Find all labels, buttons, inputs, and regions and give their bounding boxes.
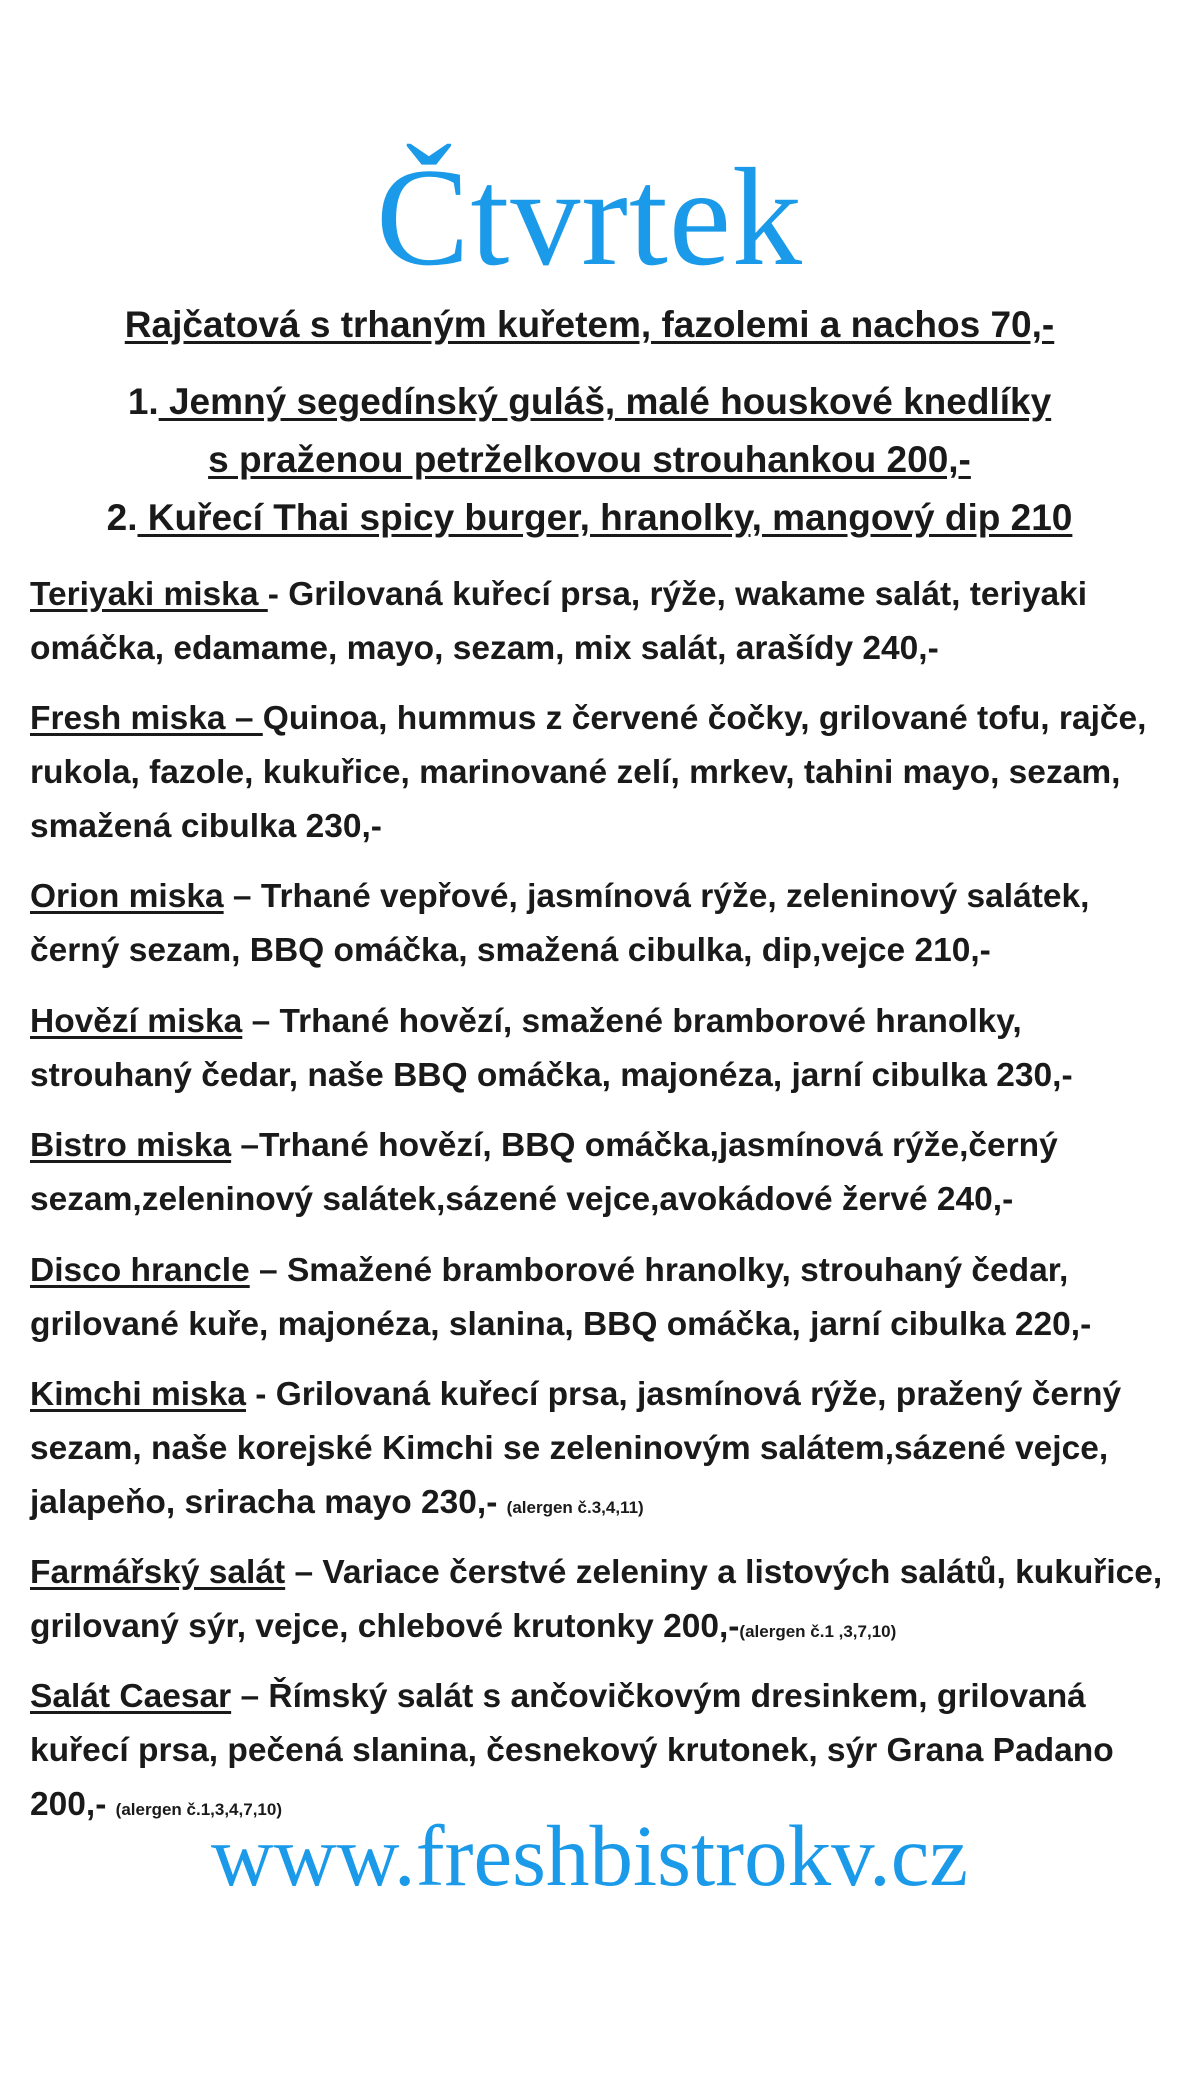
website-link[interactable]: www.freshbistrokv.cz [210, 1807, 968, 1904]
menu-item-orion-miska [30, 870, 1170, 978]
soup-text: Rajčatová s trhaným kuřetem, fazolemi a nachos 70,- [124, 304, 1055, 345]
menu-item-description: - Grilovaná kuřecí prsa, jasmínová rýže, pražený černý sezam, naše korejské Kimchi se zeleninovým salátem,sázené vejce, jalapeňo, sriracha mayo 230,- [30, 1376, 1122, 1521]
menu-item-description: Quinoa, hummus z červené čočky, grilované tofu, rajče, rukola, fazole, kukuřice, marinované zelí, mrkev, tahini mayo, sezam, smažená cibulka 230,- [30, 700, 1147, 845]
menu-item-name: Fresh miska – [30, 700, 263, 737]
menu-item-description: –Trhané hovězí, BBQ omáčka,jasmínová rýže,černý sezam,zeleninový salátek,sázené vejce,avokádové žervé 240,- [30, 1127, 1058, 1218]
menu-item-farmarsky-salat [30, 1546, 1170, 1659]
menu-item-name: Bistro miska [30, 1127, 232, 1164]
main-dish-2-line1: Kuřecí Thai spicy burger, hranolky, mangový dip 210 [137, 497, 1073, 538]
menu-item-kimchi-miska [30, 1368, 1170, 1535]
menu-item-description: – Trhané vepřové, jasmínová rýže, zeleninový salátek, černý sezam, BBQ omáčka, smažená cibulka, dip,vejce 210,- [30, 878, 1090, 969]
menu-item-name: Teriyaki miska [30, 576, 268, 613]
menu-item-name: Disco hrancle [30, 1252, 250, 1289]
menu-item-name: Kimchi miska [30, 1376, 246, 1413]
menu-item-allergen: (alergen č.3,4,11) [506, 1498, 644, 1517]
menu-item-hovezi-miska [30, 995, 1170, 1103]
menu-item-name: Salát Caesar [30, 1678, 232, 1715]
menu-item-name: Orion miska [30, 878, 224, 915]
menu-item-allergen: (alergen č.1,3,4,7,10) [115, 1800, 282, 1819]
main-dish-2-number: 2. [106, 497, 138, 538]
main-dish-1-continuation [0, 438, 1179, 482]
menu-item-fresh-miska [30, 692, 1170, 854]
menu-item-teriyaki-miska [30, 568, 1170, 676]
menu-item-description: – Smažené bramborové hranolky, strouhaný čedar, grilované kuře, majonéza, slanina, BBQ omáčka, jarní cibulka 220,- [30, 1252, 1092, 1343]
main-dish-1-line1: Jemný segedínský guláš, malé houskové knedlíky [158, 381, 1052, 422]
main-dish-1 [0, 380, 1179, 424]
main-dish-2 [0, 496, 1179, 540]
menu-item-description: – Trhané hovězí, smažené bramborové hranolky, strouhaný čedar, naše BBQ omáčka, majonéza, jarní cibulka 230,- [30, 1003, 1073, 1094]
soup-line [0, 303, 1179, 347]
day-title: Čtvrtek [376, 140, 803, 295]
menu-item-name: Farmářský salát [30, 1554, 286, 1591]
menu-item-description: – Variace čerstvé zeleniny a listových salátů, kukuřice, grilovaný sýr, vejce, chlebové krutonky 200,- [30, 1554, 1163, 1645]
menu-item-description: – Římský salát s ančovičkovým dresinkem, grilovaná kuřecí prsa, pečená slanina, česnekový krutonek, sýr Grana Padano 200,- [30, 1678, 1114, 1823]
menu-item-bistro-miska [30, 1119, 1170, 1227]
menu-item-allergen: (alergen č.1 ,3,7,10) [739, 1622, 897, 1641]
menu-item-name: Hovězí miska [30, 1003, 243, 1040]
menu-item-description: - Grilovaná kuřecí prsa, rýže, wakame salát, teriyaki omáčka, edamame, mayo, sezam, mix salát, arašídy 240,- [30, 576, 1088, 667]
main-dish-1-line2: s praženou petrželkovou strouhankou 200,- [208, 439, 971, 480]
main-dish-1-number: 1. [127, 381, 159, 422]
menu-item-disco-hrancle [30, 1244, 1170, 1352]
